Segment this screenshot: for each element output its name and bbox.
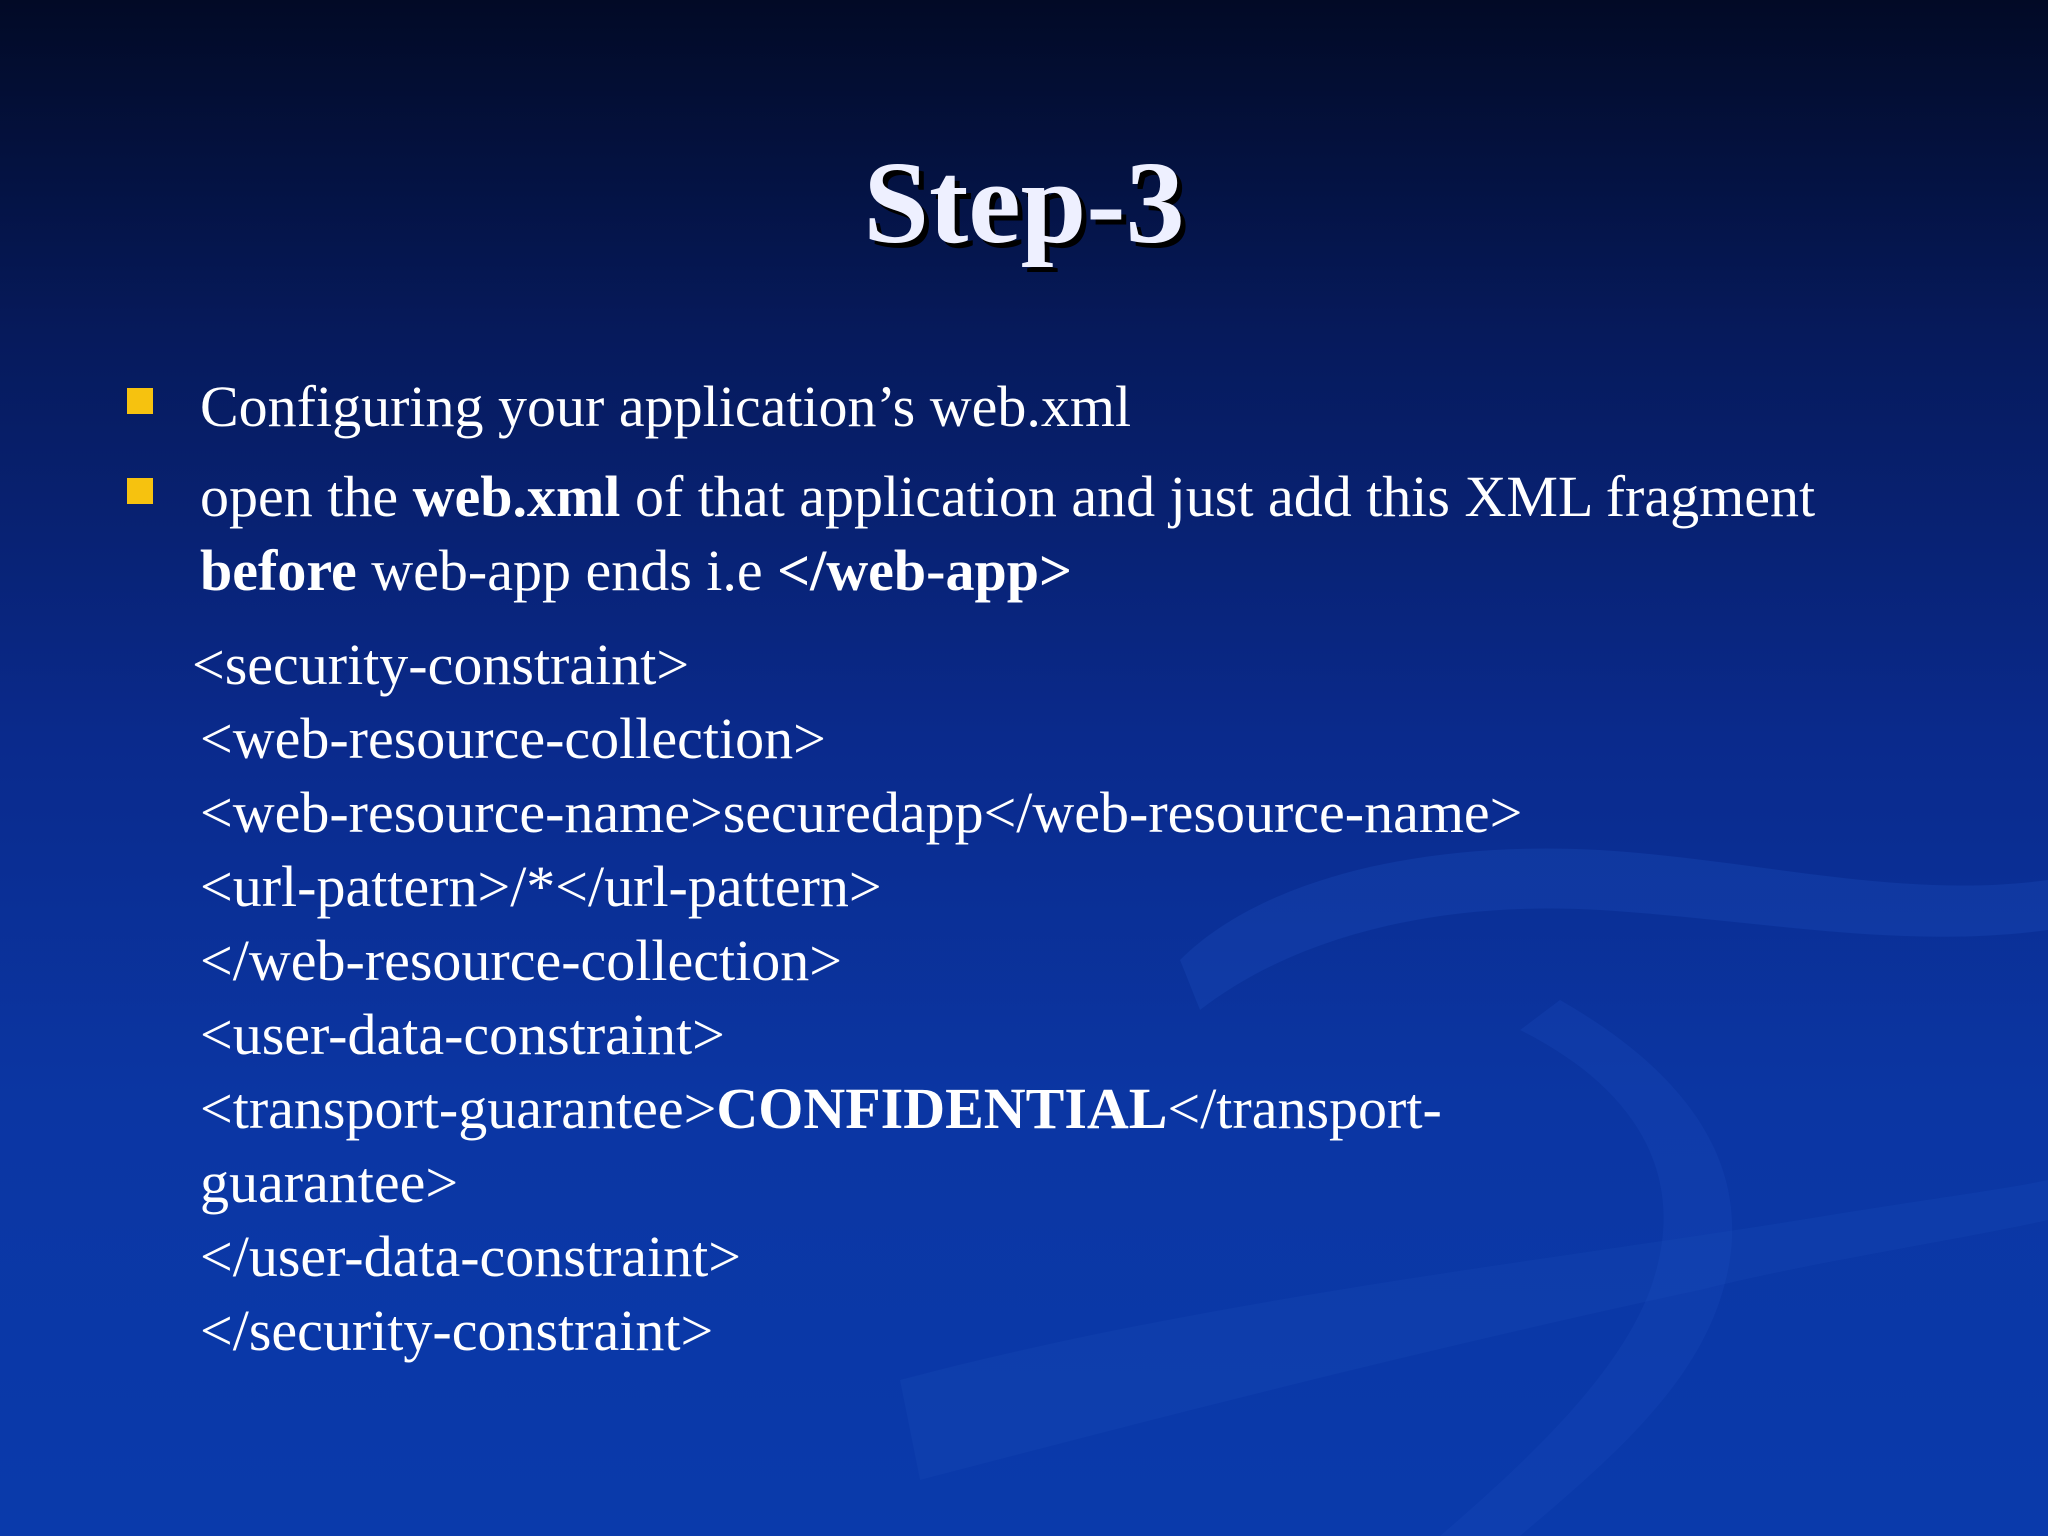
bullet-bold-filename: web.xml: [412, 464, 621, 529]
xml-code-fragment: [192, 628, 1960, 1368]
bullet-text-part: of that application and just add this XML fragment: [620, 464, 1816, 529]
code-line: </user-data-constraint>: [200, 1224, 741, 1289]
code-line: <url-pattern>/*</url-pattern>: [200, 854, 882, 919]
slide-title: Step-3: [863, 137, 1185, 268]
square-bullet-icon: [127, 388, 153, 414]
code-line: </security-constraint>: [200, 1298, 714, 1363]
bullet-text-part: web-app ends i.e: [356, 538, 778, 603]
code-line-transport-guarantee: [200, 1072, 1960, 1146]
code-bold-confidential: CONFIDENTIAL: [716, 1076, 1168, 1141]
code-line: <web-resource-collection>: [200, 706, 826, 771]
bullet-list: [0, 370, 2048, 624]
bullet-text-part: open the: [200, 464, 413, 529]
bullet-item-configuring: [0, 370, 2048, 444]
bullet-bold-before: before: [200, 538, 357, 603]
code-line: </web-resource-collection>: [200, 928, 842, 993]
code-text: <transport-guarantee>: [200, 1076, 717, 1141]
code-line: <user-data-constraint>: [200, 1002, 725, 1067]
code-line: guarantee>: [200, 1150, 459, 1215]
code-line: <web-resource-name>securedapp</web-resource-name>: [200, 780, 1523, 845]
bullet-text: Configuring your application’s web.xml: [200, 374, 1132, 439]
code-line: <security-constraint>: [192, 632, 690, 697]
code-text: </transport-: [1167, 1076, 1442, 1141]
bullet-item-open-web-xml: [0, 460, 2048, 608]
square-bullet-icon: [127, 478, 153, 504]
bullet-bold-closing-tag: </web-app>: [777, 538, 1073, 603]
